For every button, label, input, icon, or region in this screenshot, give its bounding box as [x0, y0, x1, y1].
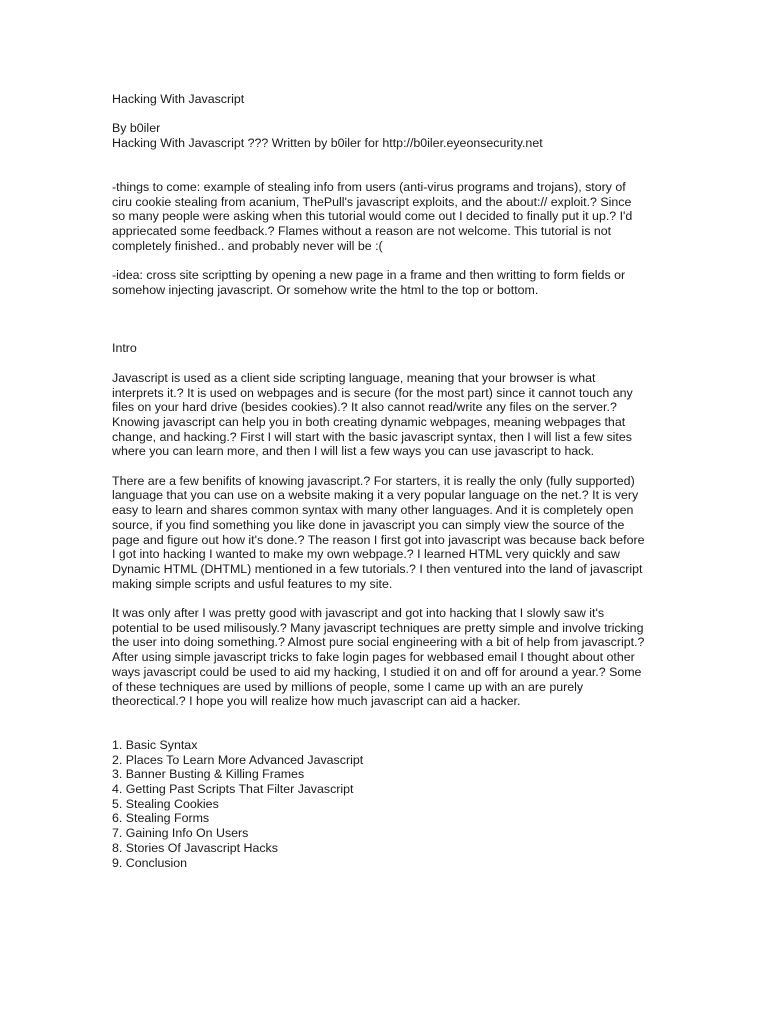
paragraph-line: interprets it.? It is used on webpages and is secure (for the most part) since it cannot touch any [112, 385, 633, 400]
table-of-contents [112, 738, 660, 870]
paragraph-line: of these techniques are used by millions of people, some I came up with an are purely [112, 679, 584, 694]
intro-paragraph-2 [112, 474, 660, 592]
paragraph-line: potential to be used milisously.? Many javascript techniques are pretty simple and involve tricking [112, 620, 644, 635]
paragraph-line: It was only after I was pretty good with javascript and got into hacking that I slowly saw it's [112, 606, 605, 621]
paragraph-line: -idea: cross site scriptting by opening a new page in a frame and then writting to form fields or [112, 268, 626, 282]
toc-item-stealing-cookies: 5. Stealing Cookies [112, 796, 219, 811]
paragraph-line: source, if you find something you like done in javascript you can simply view the source of the [112, 517, 625, 532]
paragraph-line: theorectical.? I hope you will realize how much javascript can aid a hacker. [112, 694, 521, 709]
paragraph-line: ways javascript could be used to aid my hacking, I studied it on and off for around a year.? Some [112, 664, 642, 679]
paragraph-line: easy to learn and shares common syntax with many other languages. And it is completely open [112, 503, 634, 518]
document-page [112, 92, 660, 870]
toc-item-gaining-info: 7. Gaining Info On Users [112, 826, 249, 841]
document-byline: By b0iler [112, 121, 161, 136]
toc-item-stealing-forms: 6. Stealing Forms [112, 811, 210, 826]
intro-heading: Intro [112, 341, 137, 356]
paragraph-line: Dynamic HTML (DHTML) mentioned in a few tutorials.? I then ventured into the land of javascript [112, 561, 643, 576]
toc-item-stories: 8. Stories Of Javascript Hacks [112, 840, 278, 855]
intro-paragraph-1 [112, 371, 660, 459]
toc-item-basic-syntax: 1. Basic Syntax [112, 737, 198, 752]
paragraph-line: completely finished.. and probably never will be :( [112, 238, 383, 253]
paragraph-line: -things to come: example of stealing info from users (anti-virus programs and trojans), story of [112, 179, 626, 194]
paragraph-line: making simple scripts and usful features to my site. [112, 576, 393, 591]
paragraph-line: page and figure out how it's done.? The reason I first got into javascript was because back before [112, 532, 645, 547]
toc-item-banner-busting: 3. Banner Busting & Killing Frames [112, 767, 305, 782]
paragraph-line: somehow injecting javascript. Or somehow write the html to the top or bottom. [112, 282, 539, 297]
paragraph-line: ciru cookie stealing from acanium, ThePull's javascript exploits, and the about:// exploit.? Since [112, 194, 632, 209]
paragraph-line: files on your hard drive (besides cookies).? It also cannot read/write any files on the server.? [112, 400, 617, 415]
paragraph-line: change, and hacking.? First I will start with the basic javascript syntax, then I will list a few sites [112, 429, 632, 444]
paragraph-line: so many people were asking when this tutorial would come out I decided to finally put it up.? I'd [112, 209, 633, 224]
paragraph-line: After using simple javascript tricks to fake login pages for webbased email I thought about other [112, 650, 635, 665]
toc-item-getting-past-filters: 4. Getting Past Scripts That Filter Javascript [112, 782, 354, 797]
paragraph-line: Knowing javascript can help you in both creating dynamic webpages, meaning webpages that [112, 414, 626, 429]
paragraph-line: Javascript is used as a client side scripting language, meaning that your browser is what [112, 370, 596, 385]
paragraph-line: language that you can use on a website making it a very popular language on the net.? It is very [112, 488, 639, 503]
document-subtitle: Hacking With Javascript ??? Written by b0iler for http://b0iler.eyeonsecurity.net [112, 136, 543, 151]
idea-paragraph [112, 268, 660, 297]
paragraph-line: I got into hacking I wanted to make my own webpage.? I learned HTML very quickly and saw [112, 547, 620, 562]
toc-item-conclusion: 9. Conclusion [112, 855, 188, 870]
paragraph-line: the user into doing something.? Almost pure social engineering with a bit of help from javascript.? [112, 635, 645, 650]
paragraph-line: There are a few benifits of knowing javascript.? For starters, it is really the only (fully supported) [112, 473, 635, 488]
toc-item-places-to-learn: 2. Places To Learn More Advanced Javascript [112, 752, 364, 767]
paragraph-line: appriecated some feedback.? Flames without a reason are not welcome. This tutorial is not [112, 223, 612, 238]
paragraph-line: where you can learn more, and then I will list a few ways you can use javascript to hack. [112, 444, 595, 459]
things-to-come-paragraph [112, 180, 660, 254]
document-title: Hacking With Javascript [112, 92, 245, 106]
intro-paragraph-3 [112, 606, 660, 709]
